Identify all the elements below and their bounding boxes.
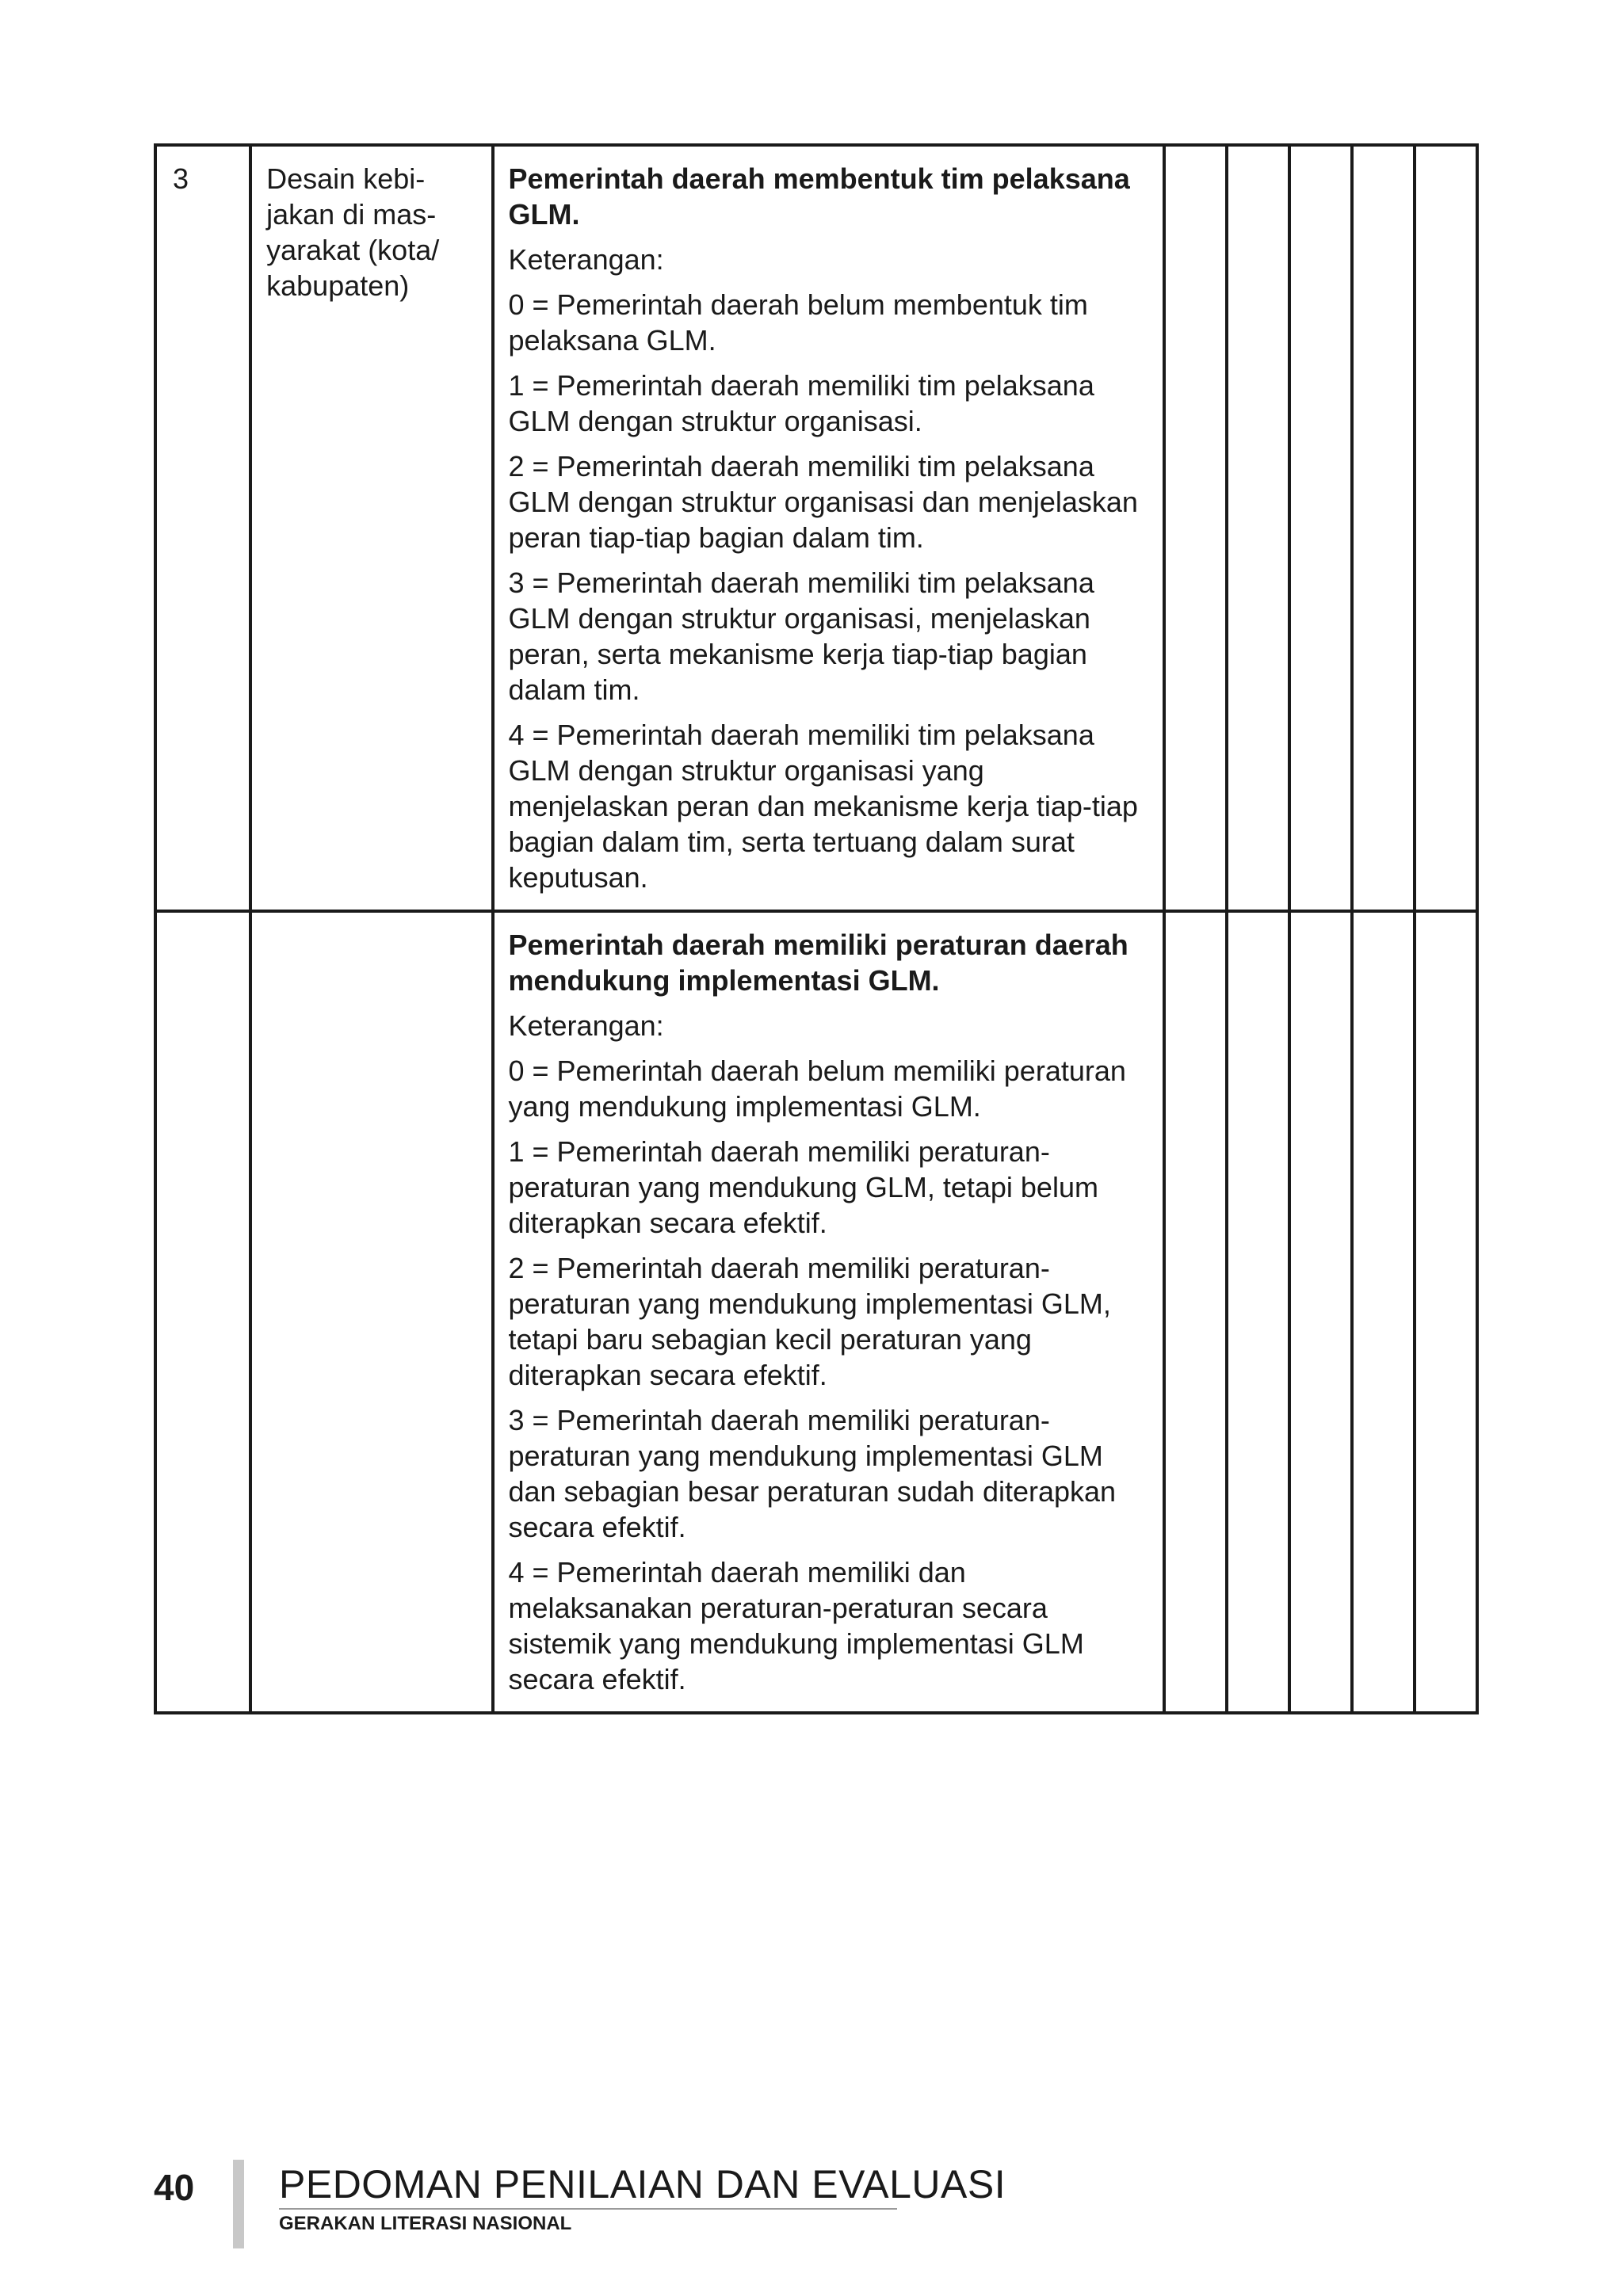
evaluation-table <box>154 143 1479 1714</box>
table-row <box>155 145 1477 911</box>
score-cell-3[interactable] <box>1289 145 1352 911</box>
aspect-cell <box>250 911 492 1713</box>
indicator-cell <box>493 911 1164 1713</box>
score-level-0: 0 = Pemerintah daerah belum membentuk tim pelaksana GLM. <box>508 288 1088 357</box>
score-cell-5[interactable] <box>1415 145 1477 911</box>
aspect-line: Desain kebi- <box>266 162 426 195</box>
score-cell-2[interactable] <box>1227 911 1289 1713</box>
score-level-4: 4 = Pemerintah daerah memiliki tim pelaksana GLM dengan struktur organisasi yang menjelaskan peran dan mekanisme kerja tiap-tiap bagian dalam tim, serta tertuang dalam surat keputusan. <box>508 719 1138 894</box>
score-level-3: 3 = Pemerintah daerah memiliki tim pelaksana GLM dengan struktur organisasi, menjelaskan peran, serta mekanisme kerja tiap-tiap bagian dalam tim. <box>508 566 1094 706</box>
indicator-title: Pemerintah daerah memiliki peraturan daerah mendukung implementasi GLM. <box>508 929 1128 997</box>
score-cell-3[interactable] <box>1289 911 1352 1713</box>
score-level-1: 1 = Pemerintah daerah memiliki tim pelaksana GLM dengan struktur organisasi. <box>508 369 1094 437</box>
indicator-note: Keterangan: <box>508 243 664 276</box>
footer-rule <box>279 2208 897 2210</box>
row-number: 3 <box>173 162 189 195</box>
score-level-0: 0 = Pemerintah daerah belum memiliki peraturan yang mendukung implementasi GLM. <box>508 1055 1126 1123</box>
score-level-3: 3 = Pemerintah daerah memiliki peraturan-peraturan yang mendukung implementasi GLM dan sebagian besar peraturan sudah diterapkan secara efektif. <box>508 1404 1117 1543</box>
footer-subtitle: GERAKAN LITERASI NASIONAL <box>279 2213 572 2234</box>
footer-title: PEDOMAN PENILAIAN DAN EVALUASI <box>279 2162 1006 2206</box>
score-cell-1[interactable] <box>1164 145 1227 911</box>
row-number-cell <box>155 145 250 911</box>
score-level-1: 1 = Pemerintah daerah memiliki peraturan-peraturan yang mendukung GLM, tetapi belum diterapkan secara efektif. <box>508 1135 1098 1239</box>
footer-divider-bar <box>233 2160 244 2248</box>
page-footer <box>154 2155 1006 2250</box>
score-cell-1[interactable] <box>1164 911 1227 1713</box>
page-number: 40 <box>154 2167 195 2208</box>
aspect-line: yarakat (kota/ <box>266 234 440 266</box>
score-level-2: 2 = Pemerintah daerah memiliki tim pelaksana GLM dengan struktur organisasi dan menjelaskan peran tiap-tiap bagian dalam tim. <box>508 450 1138 554</box>
score-cell-2[interactable] <box>1227 145 1289 911</box>
score-level-4: 4 = Pemerintah daerah memiliki dan melaksanakan peraturan-peraturan secara sistemik yang mendukung implementasi GLM secara efektif. <box>508 1556 1084 1695</box>
table-row <box>155 911 1477 1713</box>
score-cell-4[interactable] <box>1352 145 1415 911</box>
indicator-cell <box>493 145 1164 911</box>
indicator-note: Keterangan: <box>508 1009 664 1042</box>
score-cell-5[interactable] <box>1415 911 1477 1713</box>
aspect-line: kabupaten) <box>266 269 410 302</box>
aspect-cell <box>250 145 492 911</box>
score-level-2: 2 = Pemerintah daerah memiliki peraturan-peraturan yang mendukung implementasi GLM, tetapi baru sebagian kecil peraturan yang diterapkan secara efektif. <box>508 1252 1111 1391</box>
row-number-cell <box>155 911 250 1713</box>
aspect-line: jakan di mas- <box>266 198 437 231</box>
indicator-title: Pemerintah daerah membentuk tim pelaksana GLM. <box>508 162 1130 231</box>
score-cell-4[interactable] <box>1352 911 1415 1713</box>
